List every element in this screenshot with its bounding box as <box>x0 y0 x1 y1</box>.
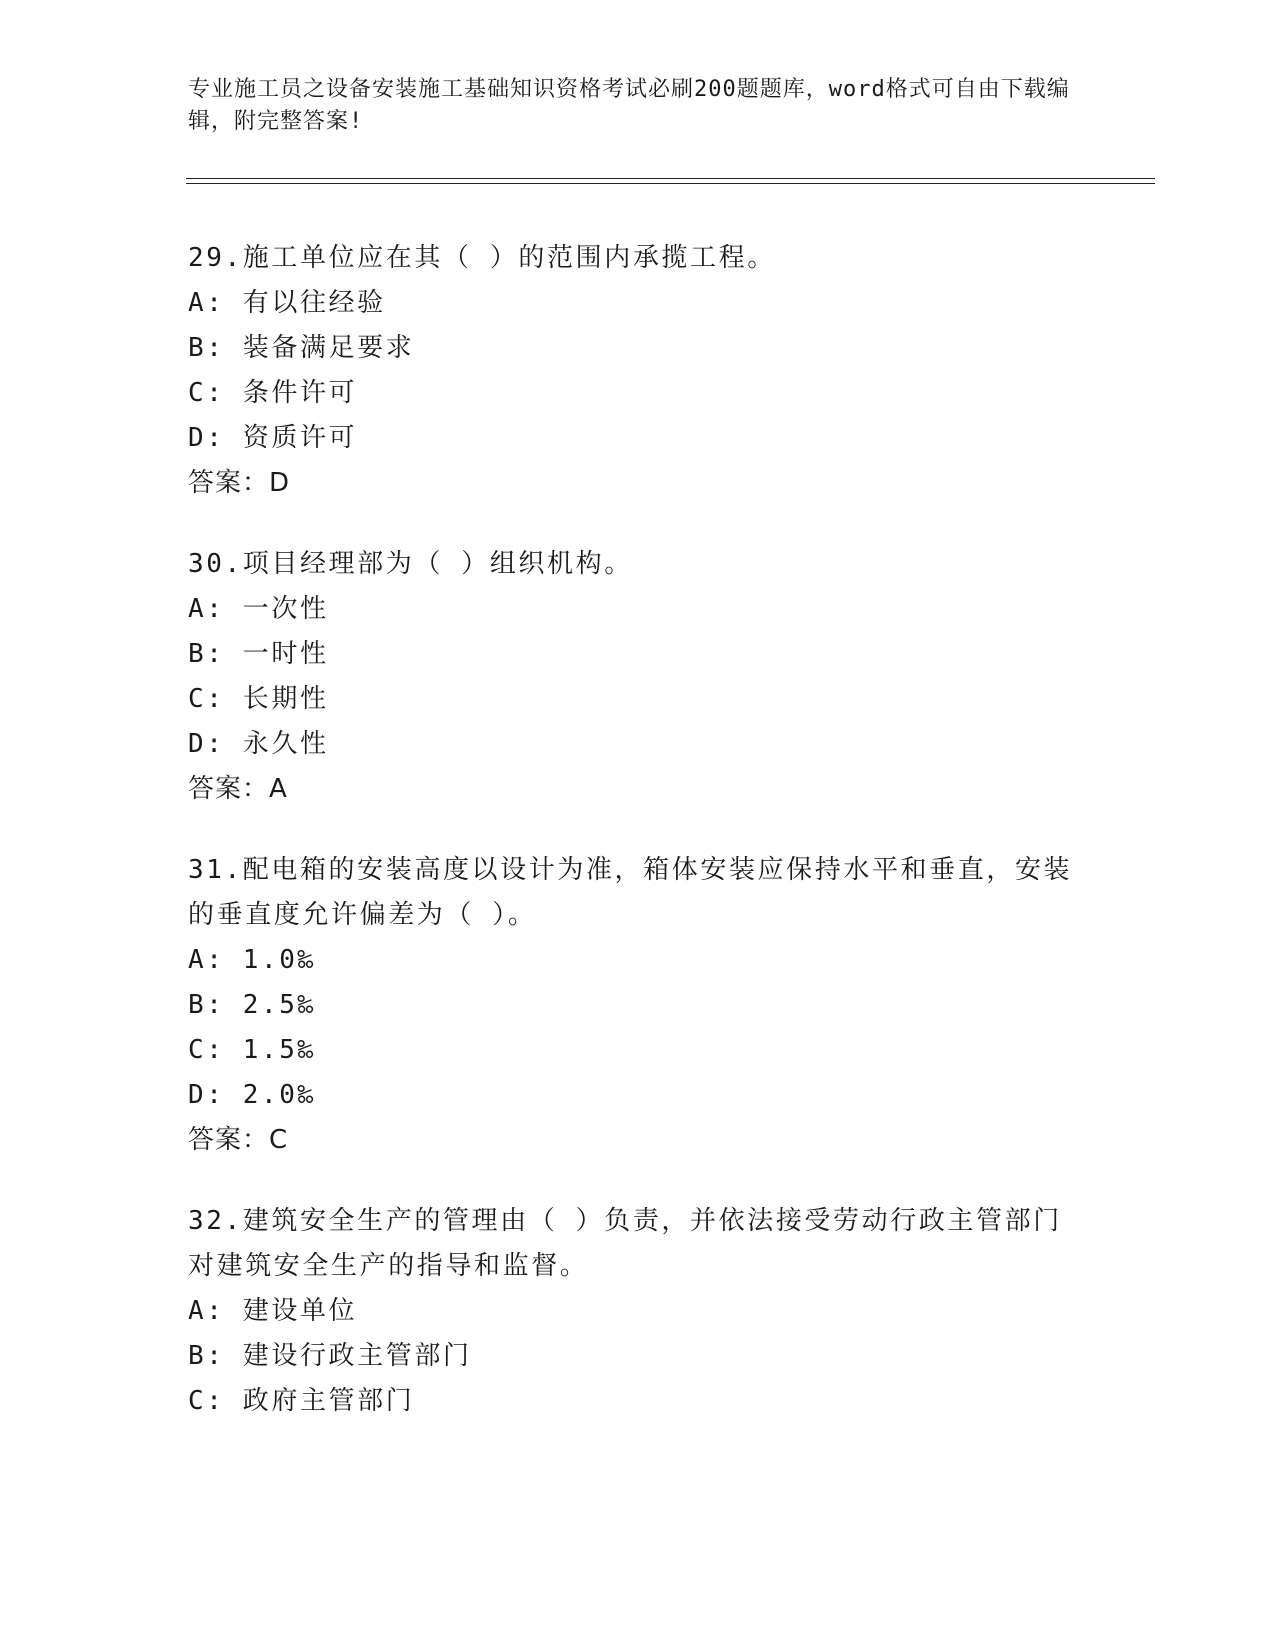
option-d: D: 永久性 <box>188 729 329 759</box>
question-stem: 32.建筑安全生产的管理由（ ）负责，并依法接受劳动行政主管部门对建筑安全生产的指导和监督。 <box>188 1206 1062 1281</box>
option-d: D: 2.0‰ <box>188 1080 316 1110</box>
option-b: B: 2.5‰ <box>188 990 316 1020</box>
question-stem: 31.配电箱的安装高度以设计为准，箱体安装应保持水平和垂直，安装的垂直度允许偏差为（ ）。 <box>188 855 1073 930</box>
answer-line: 答案：C <box>188 1125 289 1155</box>
question-31 <box>188 848 1088 1163</box>
option-a: A: 建设单位 <box>188 1296 358 1326</box>
option-c: C: 条件许可 <box>188 378 358 408</box>
header-rule-top <box>186 178 1155 179</box>
question-29 <box>188 236 1088 506</box>
option-a: A: 有以往经验 <box>188 288 386 318</box>
question-30 <box>188 542 1088 812</box>
question-32 <box>188 1199 1088 1424</box>
question-stem: 30.项目经理部为（ ）组织机构。 <box>188 549 633 579</box>
option-c: C: 政府主管部门 <box>188 1386 415 1416</box>
option-d: D: 资质许可 <box>188 423 358 453</box>
question-stem: 29.施工单位应在其（ ）的范围内承揽工程。 <box>188 243 776 273</box>
option-a: A: 一次性 <box>188 594 329 624</box>
option-b: B: 一时性 <box>188 639 329 669</box>
option-c: C: 长期性 <box>188 684 329 714</box>
answer-line: 答案：D <box>188 468 291 498</box>
question-list <box>188 236 1088 1460</box>
answer-line: 答案：A <box>188 774 288 804</box>
document-header: 专业施工员之设备安装施工基础知识资格考试必刷200题题库，word格式可自由下载编辑，附完整答案! <box>188 77 1070 134</box>
option-c: C: 1.5‰ <box>188 1035 316 1065</box>
option-b: B: 建设行政主管部门 <box>188 1341 472 1371</box>
option-a: A: 1.0‰ <box>188 945 316 975</box>
option-b: B: 装备满足要求 <box>188 333 415 363</box>
header-rule-bottom <box>186 183 1155 184</box>
